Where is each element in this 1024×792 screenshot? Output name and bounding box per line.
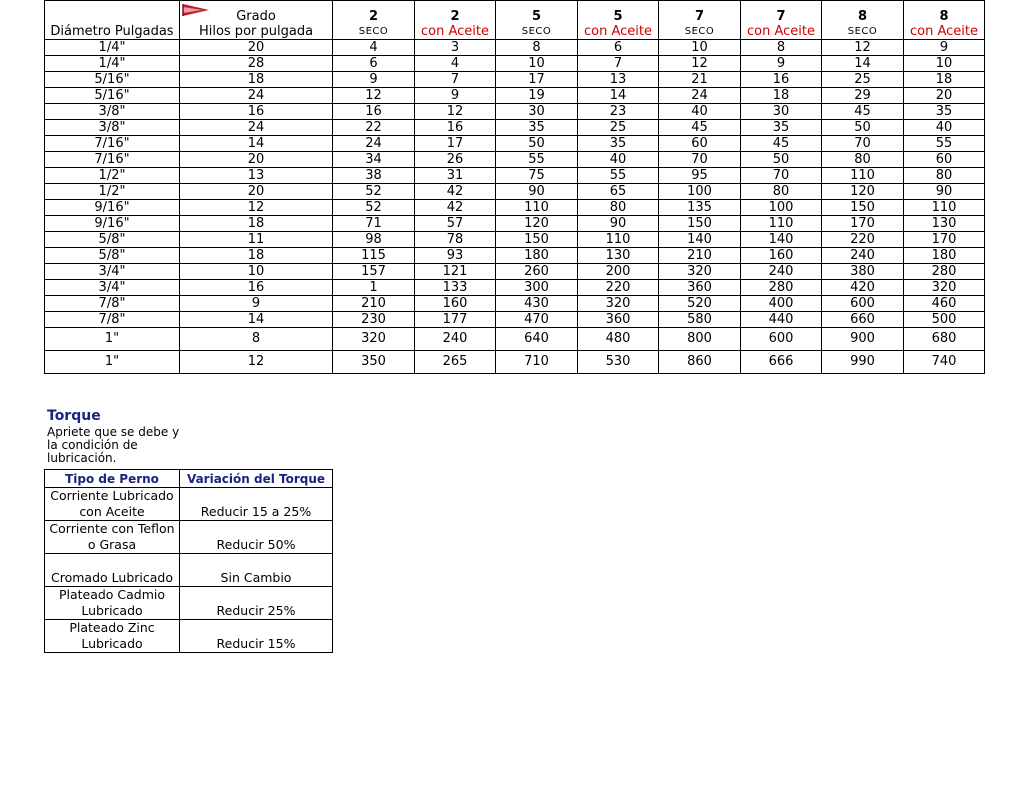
table-row — [45, 620, 333, 653]
torque-value-cell: 12 — [659, 56, 741, 72]
diameter-cell: 5/8" — [45, 248, 180, 264]
table-row — [45, 136, 985, 152]
torque-value-cell: 35 — [741, 120, 822, 136]
torque-value-cell: 45 — [659, 120, 741, 136]
torque-value-cell: 9 — [741, 56, 822, 72]
grade-label: Grado — [236, 9, 276, 24]
torque-value-cell: 6 — [333, 56, 415, 72]
torque-value-cell: 600 — [822, 296, 904, 312]
torque-value-cell: 440 — [741, 312, 822, 328]
diameter-cell: 1" — [45, 328, 180, 351]
diameter-cell: 5/16" — [45, 72, 180, 88]
flag-icon — [182, 3, 210, 17]
torque-value-cell: 98 — [333, 232, 415, 248]
threads-cell: 14 — [180, 312, 333, 328]
torque-value-cell: 38 — [333, 168, 415, 184]
grade-number-header: 5 — [578, 1, 659, 25]
variation-table — [44, 469, 333, 653]
torque-variation-header: Variación del Torque — [180, 470, 333, 488]
grade-number-header: 8 — [904, 1, 985, 25]
torque-value-cell: 55 — [496, 152, 578, 168]
torque-value-cell: 29 — [822, 88, 904, 104]
torque-value-cell: 120 — [496, 216, 578, 232]
threads-cell: 20 — [180, 184, 333, 200]
torque-value-cell: 110 — [496, 200, 578, 216]
torque-value-cell: 12 — [822, 40, 904, 56]
torque-value-cell: 666 — [741, 351, 822, 374]
variation-header-row — [45, 470, 333, 488]
table-row — [45, 554, 333, 587]
threads-cell: 18 — [180, 248, 333, 264]
torque-value-cell: 900 — [822, 328, 904, 351]
torque-value-cell: 220 — [578, 280, 659, 296]
torque-value-cell: 360 — [659, 280, 741, 296]
bolt-type-header: Tipo de Perno — [45, 470, 180, 488]
header-blank-cell — [45, 1, 180, 25]
torque-value-cell: 9 — [415, 88, 496, 104]
grade-number-header: 2 — [333, 1, 415, 25]
torque-value-cell: 57 — [415, 216, 496, 232]
torque-value-cell: 180 — [496, 248, 578, 264]
torque-value-cell: 30 — [496, 104, 578, 120]
torque-value-cell: 80 — [741, 184, 822, 200]
table-row — [45, 587, 333, 620]
torque-value-cell: 55 — [578, 168, 659, 184]
torque-value-cell: 350 — [333, 351, 415, 374]
torque-value-cell: 14 — [578, 88, 659, 104]
torque-value-cell: 8 — [741, 40, 822, 56]
torque-value-cell: 12 — [415, 104, 496, 120]
torque-table — [44, 0, 985, 374]
torque-value-cell: 110 — [822, 168, 904, 184]
torque-value-cell: 430 — [496, 296, 578, 312]
table-row — [45, 88, 985, 104]
table-row — [45, 40, 985, 56]
diameter-cell: 3/4" — [45, 264, 180, 280]
diameter-cell: 1/4" — [45, 40, 180, 56]
torque-value-cell: 140 — [659, 232, 741, 248]
torque-value-cell: 110 — [741, 216, 822, 232]
diameter-cell: 1/2" — [45, 184, 180, 200]
torque-value-cell: 160 — [415, 296, 496, 312]
torque-value-cell: 680 — [904, 328, 985, 351]
torque-value-cell: 16 — [333, 104, 415, 120]
torque-value-cell: 21 — [659, 72, 741, 88]
threads-cell: 20 — [180, 40, 333, 56]
torque-value-cell: 22 — [333, 120, 415, 136]
condition-header: con Aceite — [578, 24, 659, 40]
table-row — [45, 216, 985, 232]
torque-value-cell: 20 — [904, 88, 985, 104]
table-row — [45, 152, 985, 168]
torque-variation-cell: Reducir 15 a 25% — [180, 488, 333, 521]
torque-value-cell: 300 — [496, 280, 578, 296]
torque-value-cell: 115 — [333, 248, 415, 264]
torque-value-cell: 12 — [333, 88, 415, 104]
threads-cell: 18 — [180, 216, 333, 232]
torque-value-cell: 280 — [904, 264, 985, 280]
torque-value-cell: 400 — [741, 296, 822, 312]
threads-cell: 9 — [180, 296, 333, 312]
threads-cell: 14 — [180, 136, 333, 152]
torque-value-cell: 140 — [741, 232, 822, 248]
torque-value-cell: 480 — [578, 328, 659, 351]
grade-number-header: 8 — [822, 1, 904, 25]
torque-value-cell: 50 — [822, 120, 904, 136]
torque-value-cell: 50 — [496, 136, 578, 152]
torque-variation-cell: Reducir 25% — [180, 587, 333, 620]
torque-value-cell: 177 — [415, 312, 496, 328]
torque-value-cell: 10 — [496, 56, 578, 72]
torque-value-cell: 35 — [904, 104, 985, 120]
diameter-cell: 7/16" — [45, 136, 180, 152]
section-title: Torque — [47, 408, 101, 424]
torque-value-cell: 65 — [578, 184, 659, 200]
torque-value-cell: 42 — [415, 184, 496, 200]
torque-value-cell: 230 — [333, 312, 415, 328]
torque-value-cell: 18 — [904, 72, 985, 88]
table-row — [45, 312, 985, 328]
torque-value-cell: 80 — [822, 152, 904, 168]
torque-value-cell: 170 — [904, 232, 985, 248]
grade-number-header: 7 — [659, 1, 741, 25]
torque-value-cell: 52 — [333, 184, 415, 200]
grade-header-row — [45, 1, 985, 25]
threads-cell: 11 — [180, 232, 333, 248]
table-row — [45, 184, 985, 200]
table-row — [45, 72, 985, 88]
torque-value-cell: 80 — [578, 200, 659, 216]
torque-value-cell: 460 — [904, 296, 985, 312]
torque-value-cell: 120 — [822, 184, 904, 200]
torque-value-cell: 30 — [741, 104, 822, 120]
torque-value-cell: 110 — [578, 232, 659, 248]
threads-header: Hilos por pulgada — [180, 24, 333, 40]
torque-value-cell: 280 — [741, 280, 822, 296]
torque-value-cell: 170 — [822, 216, 904, 232]
diameter-cell: 1/4" — [45, 56, 180, 72]
torque-value-cell: 130 — [904, 216, 985, 232]
grade-number-header: 5 — [496, 1, 578, 25]
torque-value-cell: 160 — [741, 248, 822, 264]
torque-value-cell: 380 — [822, 264, 904, 280]
torque-value-cell: 121 — [415, 264, 496, 280]
torque-value-cell: 19 — [496, 88, 578, 104]
threads-cell: 16 — [180, 280, 333, 296]
condition-header: SECO — [496, 24, 578, 40]
torque-value-cell: 13 — [578, 72, 659, 88]
torque-value-cell: 240 — [415, 328, 496, 351]
torque-value-cell: 17 — [496, 72, 578, 88]
torque-value-cell: 45 — [741, 136, 822, 152]
torque-value-cell: 6 — [578, 40, 659, 56]
torque-value-cell: 23 — [578, 104, 659, 120]
threads-cell: 28 — [180, 56, 333, 72]
threads-cell: 20 — [180, 152, 333, 168]
table-row — [45, 488, 333, 521]
threads-cell: 24 — [180, 120, 333, 136]
torque-value-cell: 50 — [741, 152, 822, 168]
diameter-cell: 3/8" — [45, 120, 180, 136]
torque-value-cell: 210 — [333, 296, 415, 312]
bolt-type-cell: Plateado Cadmio Lubricado — [45, 587, 180, 620]
threads-cell: 18 — [180, 72, 333, 88]
torque-value-cell: 7 — [415, 72, 496, 88]
torque-value-cell: 180 — [904, 248, 985, 264]
torque-variation-cell: Sin Cambio — [180, 554, 333, 587]
torque-value-cell: 4 — [415, 56, 496, 72]
bolt-type-cell: Corriente con Teflon o Grasa — [45, 521, 180, 554]
torque-value-cell: 135 — [659, 200, 741, 216]
torque-value-cell: 580 — [659, 312, 741, 328]
table-row — [45, 120, 985, 136]
condition-header: con Aceite — [741, 24, 822, 40]
table-row — [45, 104, 985, 120]
bolt-type-cell: Cromado Lubricado — [45, 554, 180, 587]
torque-value-cell: 990 — [822, 351, 904, 374]
torque-variation-cell: Reducir 50% — [180, 521, 333, 554]
torque-value-cell: 31 — [415, 168, 496, 184]
table-row — [45, 248, 985, 264]
torque-value-cell: 45 — [822, 104, 904, 120]
torque-variation-cell: Reducir 15% — [180, 620, 333, 653]
diameter-header: Diámetro Pulgadas — [45, 24, 180, 40]
torque-value-cell: 35 — [496, 120, 578, 136]
torque-value-cell: 157 — [333, 264, 415, 280]
torque-value-cell: 90 — [578, 216, 659, 232]
torque-value-cell: 660 — [822, 312, 904, 328]
table-row — [45, 232, 985, 248]
torque-value-cell: 470 — [496, 312, 578, 328]
torque-value-cell: 24 — [659, 88, 741, 104]
condition-header: con Aceite — [904, 24, 985, 40]
torque-value-cell: 110 — [904, 200, 985, 216]
torque-value-cell: 9 — [904, 40, 985, 56]
torque-value-cell: 150 — [659, 216, 741, 232]
condition-header: SECO — [659, 24, 741, 40]
condition-header: SECO — [333, 24, 415, 40]
torque-value-cell: 100 — [741, 200, 822, 216]
torque-value-cell: 1 — [333, 280, 415, 296]
diameter-cell: 7/8" — [45, 296, 180, 312]
grade-label-cell — [180, 1, 333, 25]
torque-value-cell: 35 — [578, 136, 659, 152]
torque-value-cell: 4 — [333, 40, 415, 56]
torque-value-cell: 34 — [333, 152, 415, 168]
table-row — [45, 351, 985, 374]
torque-value-cell: 24 — [333, 136, 415, 152]
torque-value-cell: 265 — [415, 351, 496, 374]
torque-value-cell: 320 — [659, 264, 741, 280]
torque-value-cell: 130 — [578, 248, 659, 264]
table-row — [45, 168, 985, 184]
diameter-cell: 5/16" — [45, 88, 180, 104]
table-row — [45, 264, 985, 280]
torque-value-cell: 740 — [904, 351, 985, 374]
torque-value-cell: 10 — [904, 56, 985, 72]
torque-value-cell: 420 — [822, 280, 904, 296]
diameter-cell: 3/4" — [45, 280, 180, 296]
torque-value-cell: 42 — [415, 200, 496, 216]
torque-value-cell: 710 — [496, 351, 578, 374]
torque-value-cell: 150 — [496, 232, 578, 248]
diameter-cell: 9/16" — [45, 200, 180, 216]
torque-value-cell: 26 — [415, 152, 496, 168]
torque-value-cell: 71 — [333, 216, 415, 232]
torque-value-cell: 8 — [496, 40, 578, 56]
diameter-cell: 1" — [45, 351, 180, 374]
diameter-cell: 7/8" — [45, 312, 180, 328]
torque-value-cell: 16 — [741, 72, 822, 88]
torque-value-cell: 100 — [659, 184, 741, 200]
torque-value-cell: 95 — [659, 168, 741, 184]
torque-value-cell: 240 — [741, 264, 822, 280]
torque-value-cell: 860 — [659, 351, 741, 374]
torque-value-cell: 14 — [822, 56, 904, 72]
torque-value-cell: 60 — [659, 136, 741, 152]
torque-value-cell: 210 — [659, 248, 741, 264]
torque-value-cell: 133 — [415, 280, 496, 296]
threads-cell: 16 — [180, 104, 333, 120]
torque-value-cell: 90 — [904, 184, 985, 200]
diameter-cell: 7/16" — [45, 152, 180, 168]
table-row — [45, 280, 985, 296]
torque-value-cell: 10 — [659, 40, 741, 56]
torque-value-cell: 60 — [904, 152, 985, 168]
torque-value-cell: 90 — [496, 184, 578, 200]
torque-value-cell: 3 — [415, 40, 496, 56]
torque-value-cell: 25 — [578, 120, 659, 136]
section-description: Apriete que se debe y la condición de lubricación. — [47, 425, 180, 465]
torque-value-cell: 40 — [659, 104, 741, 120]
torque-value-cell: 260 — [496, 264, 578, 280]
diameter-cell: 1/2" — [45, 168, 180, 184]
threads-cell: 13 — [180, 168, 333, 184]
torque-value-cell: 17 — [415, 136, 496, 152]
condition-header: con Aceite — [415, 24, 496, 40]
diameter-cell: 9/16" — [45, 216, 180, 232]
diameter-cell: 5/8" — [45, 232, 180, 248]
threads-cell: 10 — [180, 264, 333, 280]
torque-value-cell: 70 — [822, 136, 904, 152]
condition-header: SECO — [822, 24, 904, 40]
torque-value-cell: 70 — [659, 152, 741, 168]
torque-value-cell: 320 — [333, 328, 415, 351]
torque-value-cell: 520 — [659, 296, 741, 312]
torque-value-cell: 530 — [578, 351, 659, 374]
bolt-type-cell: Corriente Lubricado con Aceite — [45, 488, 180, 521]
torque-value-cell: 25 — [822, 72, 904, 88]
torque-value-cell: 93 — [415, 248, 496, 264]
threads-cell: 12 — [180, 200, 333, 216]
torque-value-cell: 75 — [496, 168, 578, 184]
table-row — [45, 521, 333, 554]
torque-value-cell: 80 — [904, 168, 985, 184]
table-row — [45, 200, 985, 216]
grade-number-header: 2 — [415, 1, 496, 25]
torque-value-cell: 800 — [659, 328, 741, 351]
bolt-type-cell: Plateado Zinc Lubricado — [45, 620, 180, 653]
torque-value-cell: 600 — [741, 328, 822, 351]
torque-value-cell: 360 — [578, 312, 659, 328]
torque-value-cell: 7 — [578, 56, 659, 72]
torque-value-cell: 40 — [904, 120, 985, 136]
torque-value-cell: 52 — [333, 200, 415, 216]
threads-cell: 12 — [180, 351, 333, 374]
diameter-cell: 3/8" — [45, 104, 180, 120]
torque-value-cell: 55 — [904, 136, 985, 152]
torque-value-cell: 200 — [578, 264, 659, 280]
torque-value-cell: 18 — [741, 88, 822, 104]
table-row — [45, 56, 985, 72]
torque-value-cell: 9 — [333, 72, 415, 88]
torque-value-cell: 16 — [415, 120, 496, 136]
torque-value-cell: 220 — [822, 232, 904, 248]
torque-value-cell: 150 — [822, 200, 904, 216]
torque-value-cell: 70 — [741, 168, 822, 184]
torque-value-cell: 320 — [904, 280, 985, 296]
torque-value-cell: 78 — [415, 232, 496, 248]
torque-value-cell: 40 — [578, 152, 659, 168]
table-row — [45, 296, 985, 312]
torque-value-cell: 240 — [822, 248, 904, 264]
threads-cell: 24 — [180, 88, 333, 104]
torque-value-cell: 320 — [578, 296, 659, 312]
torque-value-cell: 640 — [496, 328, 578, 351]
condition-header-row — [45, 24, 985, 40]
table-row — [45, 328, 985, 351]
threads-cell: 8 — [180, 328, 333, 351]
grade-number-header: 7 — [741, 1, 822, 25]
torque-value-cell: 500 — [904, 312, 985, 328]
